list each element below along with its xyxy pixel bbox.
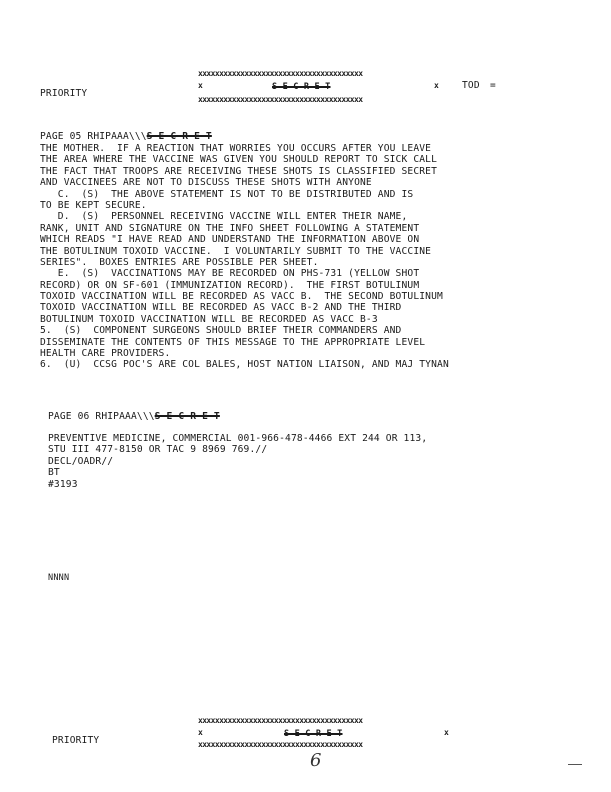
page05-line: DISSEMINATE THE CONTENTS OF THIS MESSAGE TO THE APPROPRIATE LEVEL — [40, 336, 426, 348]
page05-line: TO BE KEPT SECURE. — [40, 199, 147, 211]
header-secret-mark: S E C R E T — [272, 82, 331, 92]
page06-heading-text: PAGE 06 RHIPAAA\\\ — [48, 411, 155, 422]
page05-heading-text: PAGE 05 RHIPAAA\\\ — [40, 131, 147, 142]
page05-line: RANK, UNIT AND SIGNATURE ON THE INFO SHEET FOLLOWING A STATEMENT — [40, 222, 420, 234]
header-tod: TOD — [462, 80, 480, 91]
page05-line: TOXOID VACCINATION WILL BE RECORDED AS VACC B-2 AND THE THIRD — [40, 302, 402, 314]
page05-line: THE BOTULINUM TOXOID VACCINE. I VOLUNTARILY SUBMIT TO THE VACCINE — [40, 245, 432, 257]
page06-line: PREVENTIVE MEDICINE, COMMERCIAL 001-966-478-4466 EXT 244 OR 113, — [48, 433, 428, 444]
page05-line: SERIES". BOXES ENTRIES ARE POSSIBLE PER SHEET. — [40, 256, 319, 268]
end-marker: NNNN — [48, 573, 70, 583]
page05-heading — [40, 131, 212, 142]
page06-heading-secret: S E C R E T — [154, 411, 220, 422]
header-x-border-bottom: xxxxxxxxxxxxxxxxxxxxxxxxxxxxxxxxxxxxxxx — [198, 95, 363, 104]
footer-secret-mark: S E C R E T — [284, 729, 343, 739]
corner-mark — [568, 764, 582, 765]
page05-line: C. (S) THE ABOVE STATEMENT IS NOT TO BE DISTRIBUTED AND IS — [40, 188, 414, 200]
page05-line: BOTULINUM TOXOID VACCINATION WILL BE RECORDED AS VACC B-3 — [40, 313, 378, 325]
page05-line: TOXOID VACCINATION WILL BE RECORDED AS VACC B. THE SECOND BOTULINUM — [40, 291, 443, 303]
page06-line: DECL/OADR// — [48, 455, 114, 467]
page05-line: THE FACT THAT TROOPS ARE RECEIVING THESE SHOTS IS CLASSIFIED SECRET — [40, 165, 438, 177]
page06-line: #3193 — [48, 478, 78, 490]
footer-x-left: x — [198, 728, 203, 737]
page05-body — [40, 143, 449, 371]
page05-line: 6. (U) CCSG POC'S ARE COL BALES, HOST NATION LIAISON, AND MAJ TYNAN — [40, 359, 449, 371]
header-tod-suffix: = — [490, 80, 496, 91]
page06-line: BT — [48, 467, 60, 479]
header-x-left: x — [198, 81, 203, 90]
page05-line: WHICH READS "I HAVE READ AND UNDERSTAND THE INFORMATION ABOVE ON — [40, 234, 420, 246]
page06-body — [48, 433, 427, 490]
header-priority: PRIORITY — [40, 88, 88, 99]
page06-heading — [48, 411, 220, 422]
page05-line: THE AREA WHERE THE VACCINE WAS GIVEN YOU SHOULD REPORT TO SICK CALL — [40, 154, 438, 166]
page05-line: E. (S) VACCINATIONS MAY BE RECORDED ON PHS-731 (YELLOW SHOT — [40, 268, 420, 280]
footer-x-border-bottom: xxxxxxxxxxxxxxxxxxxxxxxxxxxxxxxxxxxxxxx — [198, 740, 363, 749]
footer-x-border-top: xxxxxxxxxxxxxxxxxxxxxxxxxxxxxxxxxxxxxxx — [198, 716, 363, 725]
page06-line: STU III 477-8150 OR TAC 9 8969 769.// — [48, 444, 268, 456]
page05-line: THE MOTHER. IF A REACTION THAT WORRIES YOU OCCURS AFTER YOU LEAVE — [40, 143, 432, 154]
footer-x-right: x — [444, 728, 449, 737]
page05-line: HEALTH CARE PROVIDERS. — [40, 348, 171, 360]
footer-priority: PRIORITY — [52, 735, 100, 746]
header-x-right: x — [434, 81, 439, 90]
handwritten-page-number: 6 — [310, 750, 322, 771]
page05-line: AND VACCINEES ARE NOT TO DISCUSS THESE SHOTS WITH ANYONE — [40, 177, 372, 189]
page05-heading-secret: S E C R E T — [146, 131, 212, 142]
page05-line: RECORD) OR ON SF-601 (IMMUNIZATION RECORD). THE FIRST BOTULINUM — [40, 279, 420, 291]
page05-line: 5. (S) COMPONENT SURGEONS SHOULD BRIEF THEIR COMMANDERS AND — [40, 325, 402, 337]
header-x-border-top: xxxxxxxxxxxxxxxxxxxxxxxxxxxxxxxxxxxxxxx — [198, 69, 363, 78]
page05-line: D. (S) PERSONNEL RECEIVING VACCINE WILL ENTER THEIR NAME, — [40, 211, 408, 223]
